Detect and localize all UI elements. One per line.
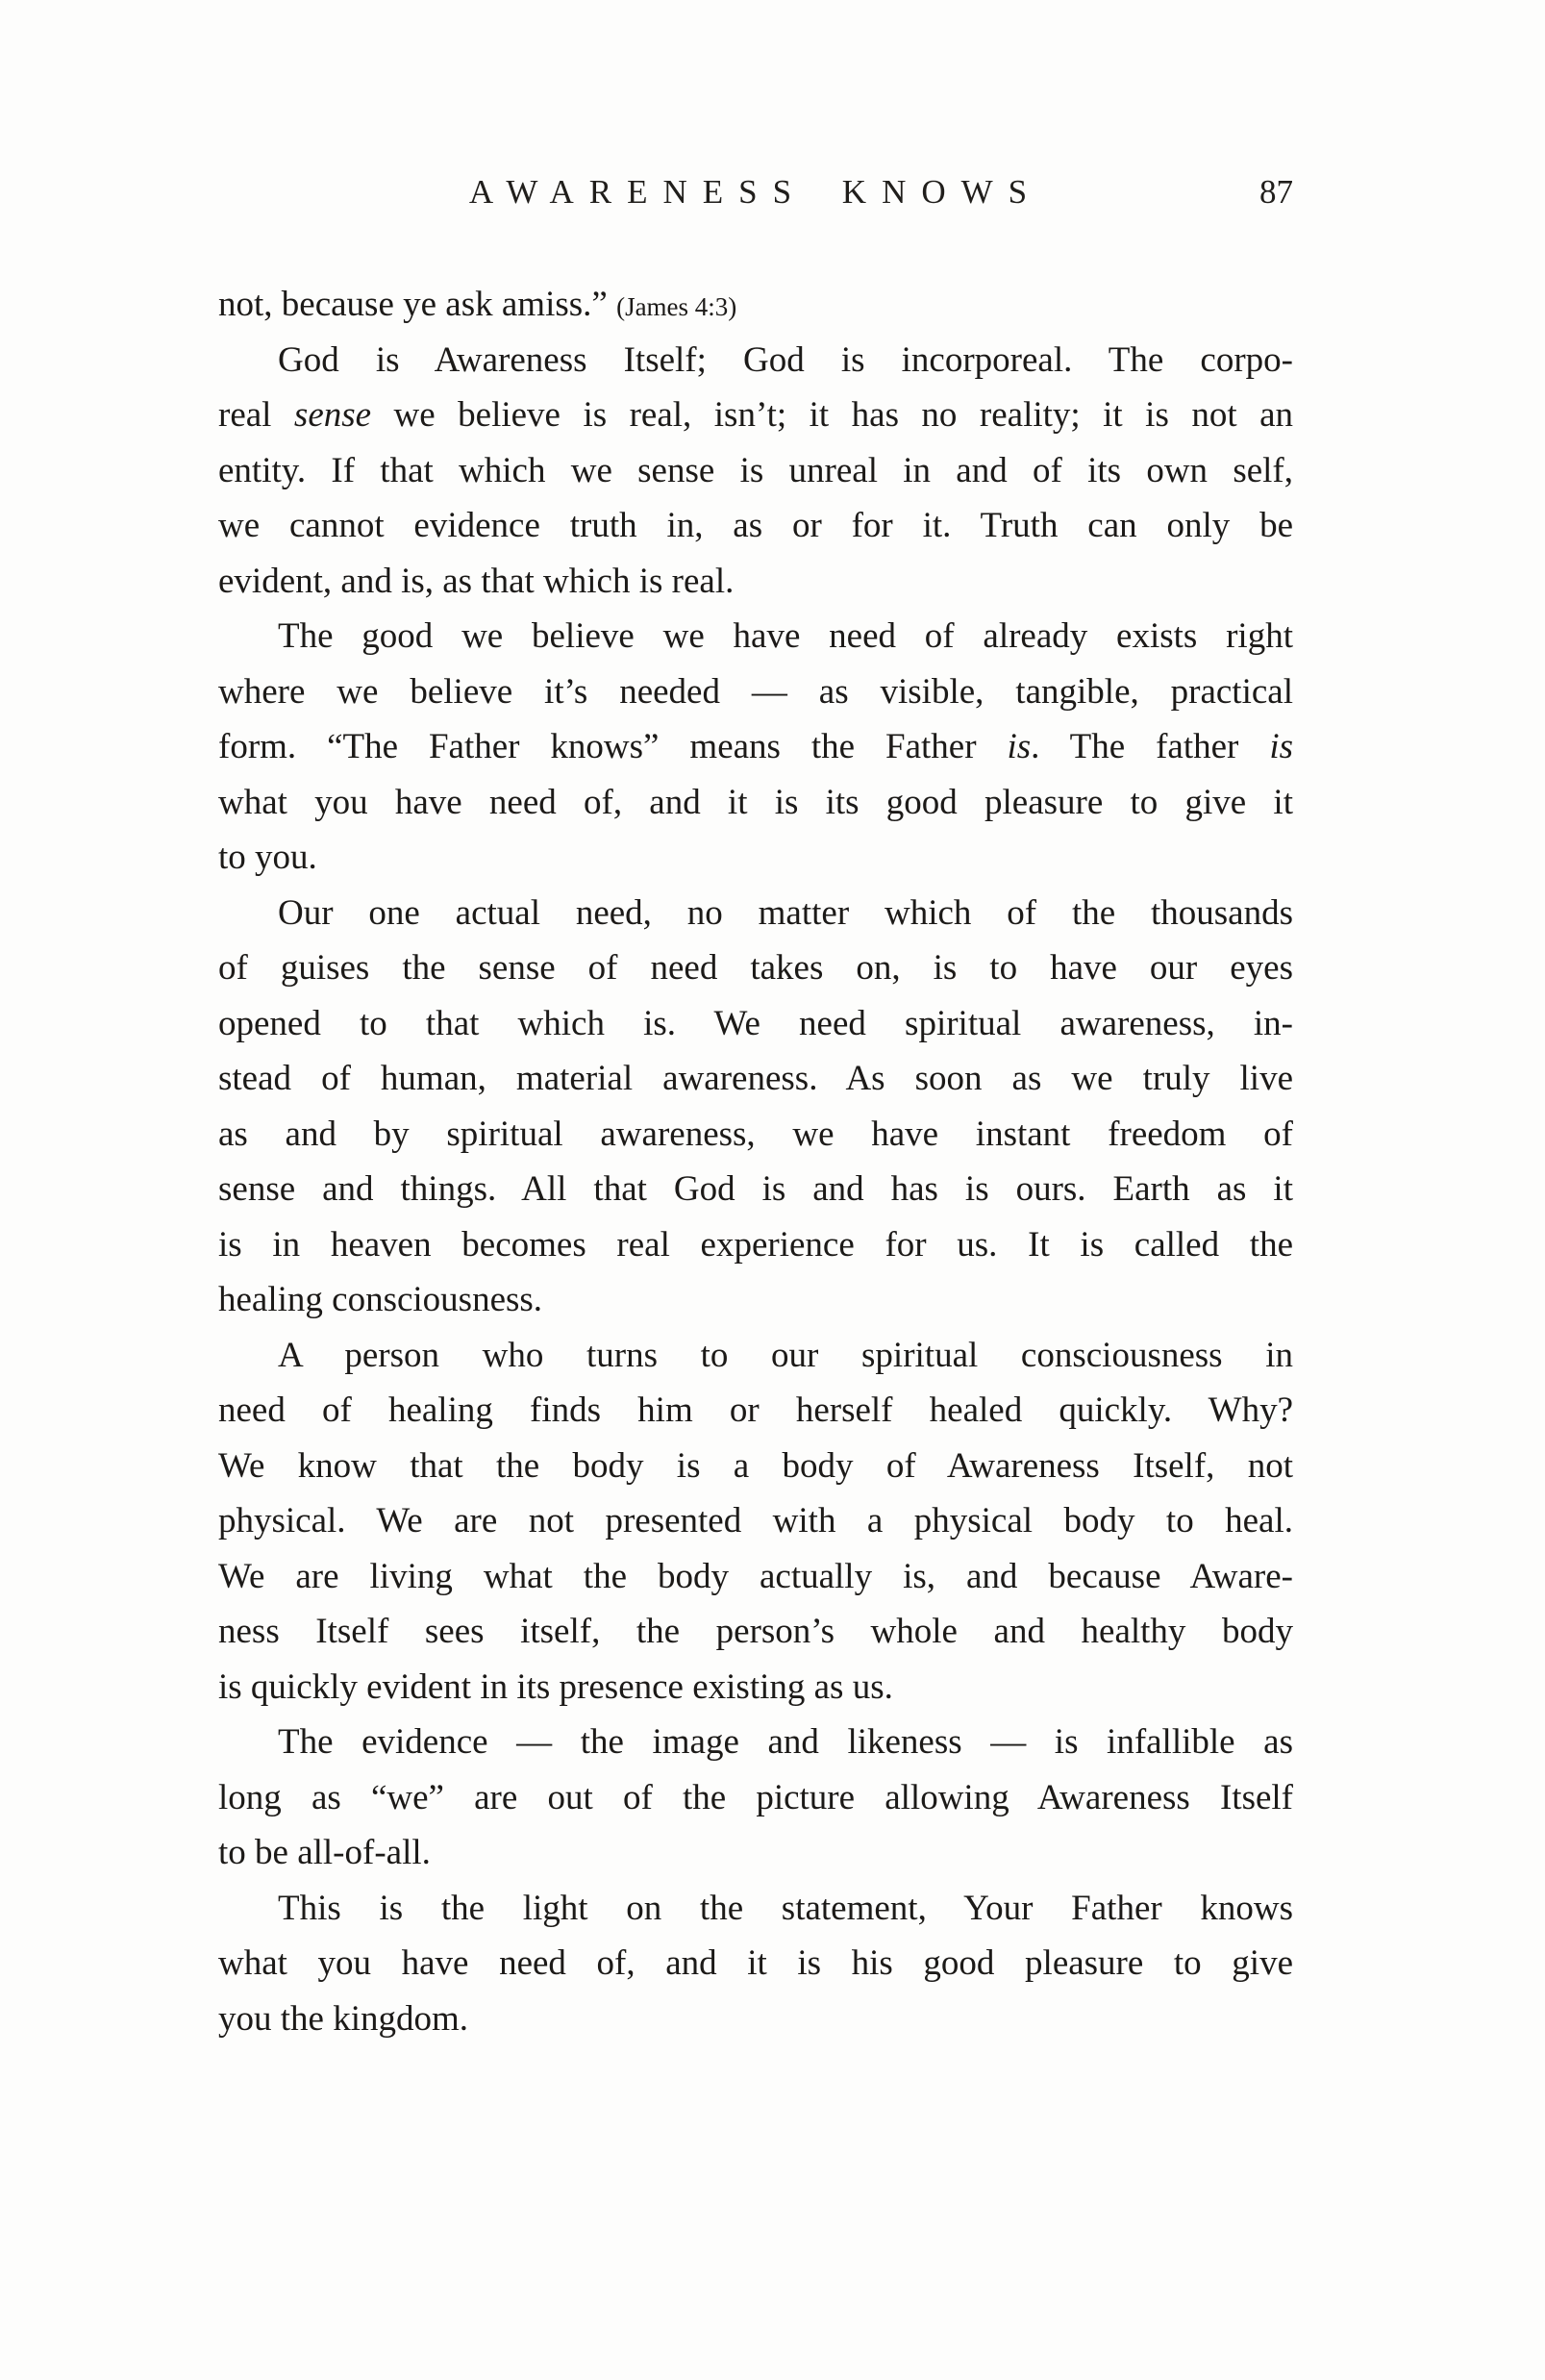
- running-head-title: AWARENESS KNOWS: [468, 173, 1043, 211]
- paragraph: [218, 886, 1293, 1328]
- text-line: [218, 1825, 1293, 1881]
- text-line: [218, 1328, 1293, 1384]
- italic-text: is: [1007, 727, 1032, 766]
- paragraph: [218, 333, 1293, 610]
- body-text-segment: what you have need of, and it is its good pleasure to give it: [218, 782, 1293, 822]
- text-line: [218, 277, 1293, 333]
- body-text-segment: is in heaven becomes real experience for us. It is called the: [218, 1224, 1293, 1265]
- text-line: [218, 1051, 1293, 1107]
- body-text-segment: . The father: [1031, 727, 1270, 766]
- text-line: [218, 1660, 1293, 1716]
- body-text-segment: God is Awareness Itself; God is incorporeal. The corpo-: [278, 339, 1293, 380]
- body-text-segment: as and by spiritual awareness, we have instant freedom of: [218, 1114, 1293, 1154]
- text-line: [218, 554, 1293, 610]
- body-text-segment: stead of human, material awareness. As soon as we truly live: [218, 1059, 1293, 1098]
- text-line: [218, 1217, 1293, 1273]
- body-text-segment: This is the light on the statement, Your Father knows: [278, 1888, 1293, 1928]
- text-line: [218, 996, 1293, 1052]
- text-line: [218, 1162, 1293, 1217]
- text-line: [218, 886, 1293, 941]
- body-text-segment: opened to that which is. We need spiritual awareness, in-: [218, 1003, 1293, 1043]
- text-line: [218, 719, 1293, 775]
- text-line: [218, 498, 1293, 554]
- body-text-segment: ness Itself sees itself, the person’s whole and healthy body: [218, 1612, 1293, 1651]
- text-line: [218, 1715, 1293, 1770]
- citation-text: (James 4:3): [616, 292, 737, 321]
- body-text-segment: We are living what the body actually is, and because Aware-: [218, 1556, 1293, 1596]
- body-text-segment: we cannot evidence truth in, as or for it. Truth can only be: [218, 506, 1293, 545]
- body-text-segment: to be all-of-all.: [218, 1833, 431, 1872]
- body-text-segment: entity. If that which we sense is unreal in and of its own self,: [218, 450, 1293, 490]
- body-text-segment: Our one actual need, no matter which of the thousands: [278, 892, 1293, 933]
- paragraph: [218, 1328, 1293, 1716]
- text-line: [218, 388, 1293, 443]
- text-line: [218, 1770, 1293, 1826]
- text-line: [218, 664, 1293, 720]
- text-line: [218, 1493, 1293, 1549]
- text-line: [218, 830, 1293, 886]
- text-line: [218, 1881, 1293, 1937]
- body-text-segment: real: [218, 395, 294, 435]
- body-text-segment: to you.: [218, 838, 317, 877]
- text-line: [218, 609, 1293, 664]
- text-line: [218, 940, 1293, 996]
- text-line: [218, 1604, 1293, 1660]
- body-text-segment: The evidence — the image and likeness — is infallible as: [278, 1722, 1293, 1762]
- body-text-segment: long as “we” are out of the picture allowing Awareness Itself: [218, 1777, 1293, 1817]
- body-text-segment: healing consciousness.: [218, 1280, 543, 1319]
- paragraph: [218, 609, 1293, 886]
- text-line: [218, 1272, 1293, 1328]
- body-text-segment: form. “The Father knows” means the Father: [218, 727, 1008, 766]
- body-text-segment: you the kingdom.: [218, 1998, 469, 2039]
- body-text-segment: we believe is real, isn’t; it has no reality; it is not an: [371, 395, 1293, 435]
- body-text-segment: The good we believe we have need of already exists right: [278, 616, 1293, 656]
- body-text-segment: physical. We are not presented with a physical body to heal.: [218, 1501, 1293, 1541]
- italic-text: is: [1269, 727, 1293, 766]
- body-text-segment: where we believe it’s needed — as visible, tangible, practical: [218, 671, 1293, 712]
- text-line: [218, 1936, 1293, 1992]
- text-line: [218, 443, 1293, 499]
- page-header: [218, 169, 1293, 215]
- paragraph: [218, 1881, 1293, 2047]
- text-line: [218, 1992, 1293, 2047]
- body-text-segment: not, because ye ask amiss.”: [218, 285, 617, 324]
- text-line: [218, 1549, 1293, 1605]
- text-line: [218, 775, 1293, 831]
- body-text-segment: is quickly evident in its presence existing as us.: [218, 1666, 893, 1707]
- text-line: [218, 1439, 1293, 1494]
- page-body: [218, 277, 1293, 2046]
- body-text-segment: A person who turns to our spiritual consciousness in: [278, 1335, 1293, 1375]
- text-line: [218, 333, 1293, 388]
- body-text-segment: evident, and is, as that which is real.: [218, 561, 735, 601]
- paragraph: [218, 1715, 1293, 1881]
- text-line: [218, 1107, 1293, 1163]
- page-number: 87: [1259, 173, 1293, 211]
- body-text-segment: sense and things. All that God is and has is ours. Earth as it: [218, 1169, 1293, 1209]
- body-text-segment: of guises the sense of need takes on, is to have our eyes: [218, 948, 1293, 988]
- body-text-segment: what you have need of, and it is his good pleasure to give: [218, 1943, 1293, 1983]
- body-text-segment: We know that the body is a body of Awareness Itself, not: [218, 1445, 1293, 1486]
- italic-text: sense: [293, 395, 372, 435]
- text-line: [218, 1383, 1293, 1439]
- body-text-segment: need of healing finds him or herself healed quickly. Why?: [218, 1390, 1293, 1430]
- paragraph: [218, 277, 1293, 333]
